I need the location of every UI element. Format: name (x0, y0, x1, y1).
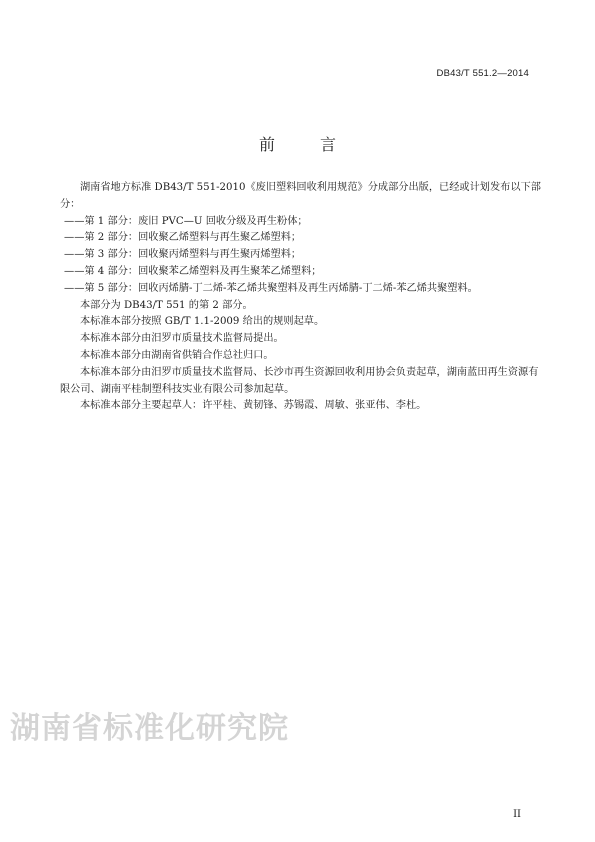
paragraph-administrator: 本标准本部分由湖南省供销合作总社归口。 (80, 349, 274, 361)
paragraph-drafting-units: 本标准本部分由汨罗市质量技术监督局、长沙市再生资源回收利用协会负责起草，湖南蓝田再生资源有限公司、湖南平桂制塑科技实业有限公司参加起草。 (60, 366, 539, 395)
part-item-1: ——第 1 部分：废旧 PVC—U 回收分级及再生粉体； (64, 215, 308, 227)
part-item-4: ——第 4 部分：回收聚苯乙烯塑料及再生聚苯乙烯塑料； (64, 265, 322, 277)
paragraph-drafting-rules: 本标准本部分按照 GB/T 1.1-2009 给出的规则起草。 (80, 316, 325, 328)
document-body (60, 180, 544, 415)
paragraph-drafters: 本标准本部分主要起草人：许平桂、黄韧锋、苏锡霞、周敏、张亚伟、李杜。 (80, 400, 427, 412)
document-code: DB43/T 551.2—2014 (436, 68, 529, 79)
paragraph-part-number: 本部分为 DB43/T 551 的第 2 部分。 (80, 299, 253, 311)
intro-paragraph: 湖南省地方标准 DB43/T 551-2010《废旧塑料回收利用规范》分成部分出版，已经或计划发布以下部分： (60, 182, 541, 210)
part-item-5: ——第 5 部分：回收丙烯腈-丁二烯-苯乙烯共聚塑料及再生丙烯腈-丁二烯-苯乙烯共聚塑料。 (64, 282, 478, 294)
paragraph-proposer: 本标准本部分由汨罗市质量技术监督局提出。 (80, 333, 284, 345)
watermark: 湖南省标准化研究院 (10, 711, 289, 746)
part-item-3: ——第 3 部分：回收聚丙烯塑料与再生聚丙烯塑料； (64, 249, 302, 261)
page-title: 前 言 (258, 135, 357, 154)
part-item-2: ——第 2 部分：回收聚乙烯塑料与再生聚乙烯塑料； (64, 232, 302, 244)
page-number: II (513, 809, 521, 820)
